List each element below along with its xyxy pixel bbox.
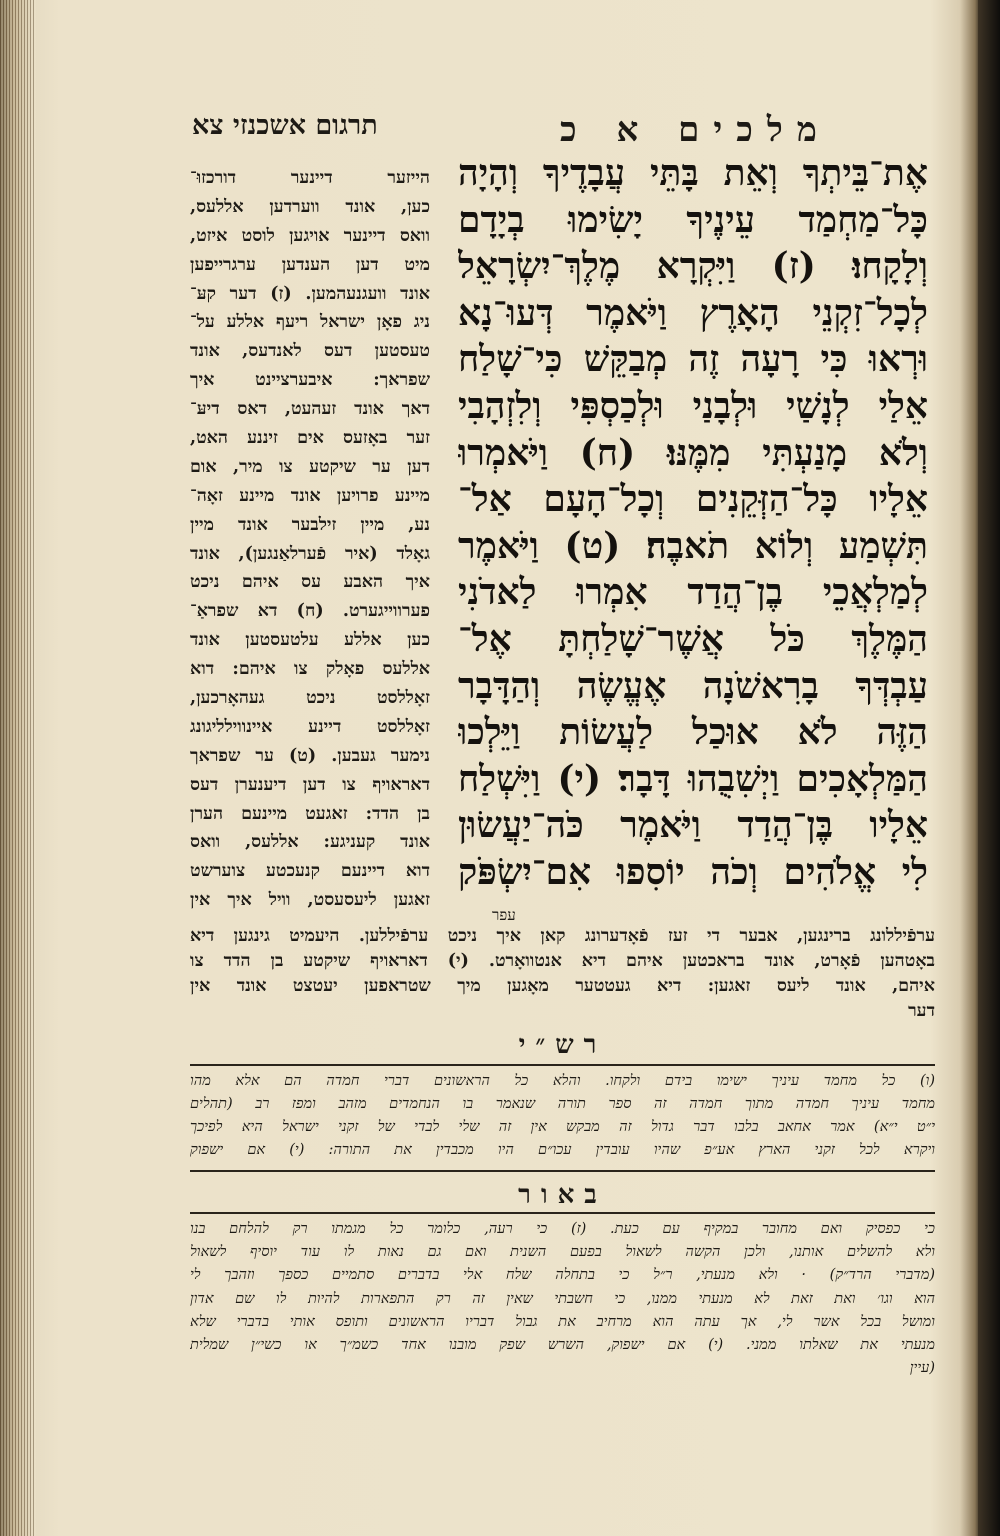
continuation-line: באָטהען פֿאָרט, אונד בראכטען איהם דיא אנטוואָרט. (י) דאראויף שיקטע בן הדד צו <box>190 951 935 971</box>
targum-line: מיינע פרויען אונד מיינע זאָה־ <box>190 485 430 506</box>
continuation-line: ערפֿיללונג ברינגען, אבער די זעז פֿאָדערונג קאן איך ניכט ערפֿיללען. היעמיט גינגען דיא <box>190 926 935 946</box>
biur-line: (מדברי הרד״ק) · ולא מנעתי, ר״ל כי בתחלה שלח אלי בדברים סתמיים כספך וזהבך לי <box>190 1267 935 1284</box>
running-header-right: מלכים א כ <box>560 110 831 150</box>
main-text-line: כָּל־מַחְמַד עֵינֶיךָ יָשִׂימוּ בְיָדָם <box>458 198 928 241</box>
main-text-line: אֵלָיו כָּל־הַזְּקֵנִים וְכָל־הָעָם אַל־ <box>458 478 928 521</box>
targum-line: זאָללסט ניכט געהאָרכען, <box>190 688 430 709</box>
biur-line: הוא וגו׳ ואת זאת לא מנעתי ממנו, כי חשבתי שאין זה רק התפארות להיות לו שם אדון <box>190 1290 935 1307</box>
main-text-line: הַזֶּה לֹא אוּכַל לַעֲשׂוֹת וַיֵּלְכוּ <box>458 711 928 754</box>
main-text-line: וּרְאוּ כִּי רָעָה זֶה מְבַקֵּשׁ כִּי־שָׁלַח <box>458 338 928 381</box>
rashi-heading: רש״י <box>518 1030 607 1060</box>
targum-line: דאראויף צו דען דיענערן דעס <box>190 774 430 795</box>
biur-line: כי כפסיק ואם מחובר במקיף עם כעת. (ז) כי רעה, כלומר כל מגמתו רק להלחם בנו <box>190 1221 935 1237</box>
main-text-line: הַמֶּלֶךְ כֹּל אֲשֶׁר־שָׁלַחְתָּ אֶל־ <box>458 617 928 660</box>
main-hebrew-text <box>458 150 928 896</box>
main-text-line: תִּשְׁמַע וְלוֹא תֹאבֶה׃ (ט) וַיֹּאמֶר <box>458 524 928 567</box>
rashi-top-rule <box>190 1064 935 1066</box>
rashi-line: מחמד עיניך חמדה מתוך חמדה זה ספר תורה שנאמר בו הנחמדים מזהב ומפז רב (תהלים <box>190 1096 935 1112</box>
main-text-line: לִי אֱלֹהִים וְכֹה יוֹסִפוּ אִם־יִשְׂפֹּק <box>458 850 928 893</box>
biur-bottom-rule <box>190 1212 935 1214</box>
targum-line: דען ער שיקטע צו מיר, אום <box>190 456 430 477</box>
main-text-line: לְכָל־זִקְנֵי הָאָרֶץ וַיֹּאמֶר דְּעוּ־נָא <box>458 291 928 334</box>
rashi-line: ויקרא לכל זקני הארץ אע״פ שהיו עובדין עכו״ם היו מכבדין את התורה: (י) אם ישפוק <box>190 1142 935 1158</box>
targum-line: כען אללע עלטעסטען אונד <box>190 630 430 651</box>
rashi-line: (ו) כל מחמד עיניך ישימו בידם ולקחו. והלא כל הראשונים דברי חמדה הם אלא מהו <box>190 1073 935 1089</box>
targum-line: דוא דיינעם קנעכטע צוערשט <box>190 861 430 882</box>
biur-commentary <box>190 1218 935 1380</box>
targum-line: כען, אונד ווערדען אללעס, <box>190 196 430 217</box>
targum-line: גאָלד (איר פֿערלאַנגען), אונד <box>190 543 430 564</box>
targum-line: אונד קעניגע: אללעס, וואס <box>190 832 430 853</box>
targum-column <box>190 164 430 915</box>
targum-line: מיט דען הענדען ערגרייפען <box>190 254 430 275</box>
targum-line: זאגען ליעסעסט, וויל איך אין <box>190 890 430 911</box>
book-spine <box>978 0 1000 1536</box>
main-text-line: אֵלָיו בֶּן־הֲדַד וַיֹּאמֶר כֹּה־יַעֲשׂוּן <box>458 804 928 847</box>
targum-line: וואס דיינער אויגען לוסט איזט, <box>190 225 430 246</box>
targum-line: איך האבע עס איהם ניכט <box>190 572 430 593</box>
main-text-line: וְלֹא מָנַעְתִּי מִמֶּנּוּ׃ (ח) וַיֹּאמְרוּ <box>458 431 928 474</box>
biur-catchword: (עיין <box>909 1360 935 1377</box>
targum-line: אונד וועגנעהמען. (ז) דער קעּ־ <box>190 283 430 304</box>
main-text-line: עַבְדְּךָ בָרִאשֹׁנָה אֶעֱשֶׂה וְהַדָּבָר <box>458 664 928 707</box>
biur-line: ומושל בכל אשר לי, אך עתה הוא מרחיב את גבול דבריו הראשונים ותופס אותי בדברי שלא <box>190 1313 935 1330</box>
targum-line: זאָללסט דיינע איינווילליגונג <box>190 716 430 737</box>
targum-line: בן הדד: זאגעט מיינעם הערן <box>190 803 430 824</box>
biur-top-rule <box>190 1170 935 1172</box>
targum-line: נע, מיין זילבער אונד מיין <box>190 514 430 535</box>
main-text-line: לְמַלְאֲכֵי בֶן־הֲדַד אִמְרוּ לַאדֹנִי <box>458 571 928 614</box>
targum-line: ניג פאָן ישראל ריעף אללע על־ <box>190 312 430 333</box>
rashi-commentary <box>190 1070 935 1162</box>
biur-heading: באור <box>518 1180 607 1210</box>
targum-line: שפראך: איבערציינט איך <box>190 370 430 391</box>
running-header-left: תרגום אשכנזי צא <box>192 110 378 141</box>
targum-line: נימער געבען. (ט) ער שפראך <box>190 745 430 766</box>
targum-continuation <box>190 924 935 1024</box>
targum-line: דאך אונד זעהעט, דאס דיעּ־ <box>190 399 430 420</box>
biur-line: ולא להשלים אותנו, ולכן הקשה לשאול בפעם השנית ואם גם נאות לו עוד יוסיף לשאול <box>190 1244 935 1261</box>
targum-line: אללעס פאָלק צו איהם: דוא <box>190 659 430 680</box>
main-text-line: אֶת־בֵּיתְךָ וְאֵת בָּתֵּי עֲבָדֶיךָ וְהָיָה <box>458 152 928 194</box>
main-text-line: וְלָקָחוּ׃ (ז) וַיִּקְרָא מֶלֶךְ־יִשְׂרָאֵל <box>458 245 928 288</box>
main-text-line: אֵלַי לְנָשַׁי וּלְבָנַי וּלְכַסְפִּי וְלִזְהָבִי <box>458 384 928 427</box>
targum-line: הייזער דיינער דורכזוּ־ <box>190 168 430 188</box>
targum-line: טעסטען דעס לאנדעס, אונד <box>190 341 430 362</box>
rashi-line: י״ט י״א) אמר אחאב בלבו דבר גדול זה מבקש אין זה שלי לבדי של זקני ישראל היא לפיכך <box>190 1119 935 1135</box>
catchword: עפר <box>492 906 516 924</box>
continuation-catchword: דער <box>908 1001 935 1021</box>
targum-line: פערווייגערט. (ח) דא שפראַ־ <box>190 601 430 622</box>
page-edge-stack <box>0 0 36 1536</box>
targum-line: זער באָזעס אים זיננע האט, <box>190 428 430 449</box>
biur-line: מנעתי את שאלתו ממני. (י) אם ישפוק, השרש שפק מובנו אחד כשמ״ך או כשי״ן שמלית <box>190 1336 935 1353</box>
continuation-line: איהם, אונד ליעס זאגען: דיא געטטער מאָגען מיך שטראפען יעטצט אונד אין <box>190 976 935 996</box>
main-text-line: הַמַּלְאָכִים וַיְשִׁבֻהוּ דָּבָר׃ (י) וַיִּשְׁלַח <box>458 757 928 800</box>
